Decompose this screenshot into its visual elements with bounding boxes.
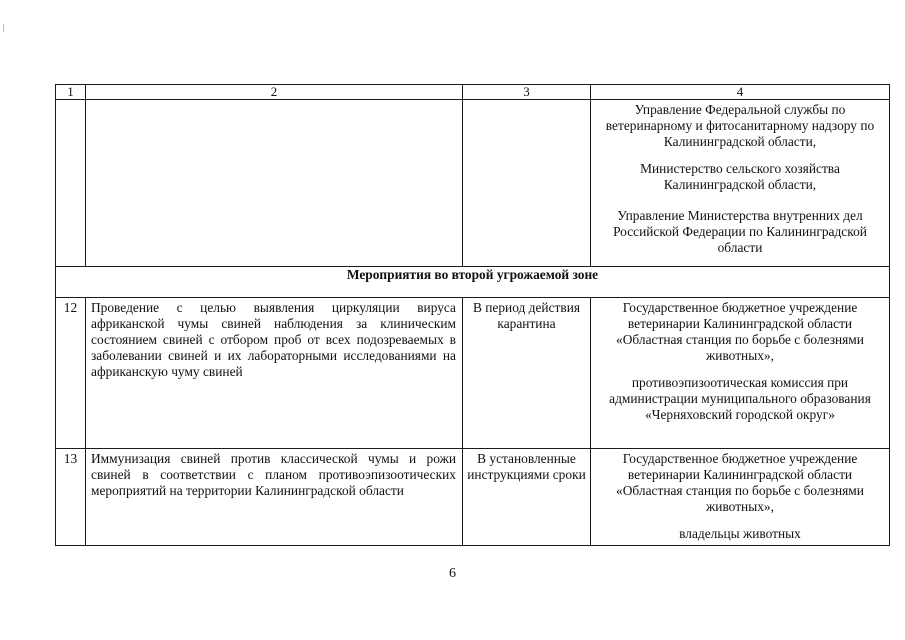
section-header-row <box>56 267 890 298</box>
responsible-entity: владельцы животных <box>679 526 801 541</box>
header-col-4: 4 <box>591 85 890 100</box>
header-col-3: 3 <box>463 85 591 100</box>
table-row <box>56 298 890 449</box>
row-number: 12 <box>56 298 86 449</box>
row-description: Иммунизация свиней против классической чумы и рожи свиней в соответствии с планом противоэпизоотических мероприятий на территории Калининградской области <box>86 449 463 546</box>
table-row-continuation <box>56 100 890 267</box>
section-title: Мероприятия во второй угрожаемой зоне <box>56 267 890 298</box>
row-responsible <box>591 298 890 449</box>
row-period: В установленные инструкциями сроки <box>463 449 591 546</box>
measures-table <box>55 84 890 546</box>
row-number: 13 <box>56 449 86 546</box>
row-description <box>86 100 463 267</box>
margin-mark <box>3 24 4 32</box>
responsible-entity: Управление Федеральной службы по ветеринарному и фитосанитарному надзору по Калининградской области, <box>605 102 875 149</box>
responsible-entity: Государственное бюджетное учреждение ветеринарии Калининградской области «Областная станция по борьбе с болезнями животных», <box>616 300 864 363</box>
responsible-entity: Управление Министерства внутренних дел Российской Федерации по Калининградской области <box>613 208 867 255</box>
responsible-entity: Государственное бюджетное учреждение ветеринарии Калининградской области «Областная станция по борьбе с болезнями животных», <box>616 451 864 514</box>
responsible-entity: Министерство сельского хозяйства Калининградской области, <box>640 161 840 192</box>
row-responsible <box>591 449 890 546</box>
responsible-entity: противоэпизоотическая комиссия при администрации муниципального образования «Черняховский городской округ» <box>609 375 871 422</box>
row-number <box>56 100 86 267</box>
table-row <box>56 449 890 546</box>
header-col-1: 1 <box>56 85 86 100</box>
table-header-row <box>56 85 890 100</box>
row-description: Проведение с целью выявления циркуляции вируса африканской чумы свиней наблюдения за клиническим состоянием свиней с отбором проб от всех подозреваемых в заболевании свиней и их лабораторными исследованиями на африканскую чуму свиней <box>86 298 463 449</box>
header-col-2: 2 <box>86 85 463 100</box>
page-number: 6 <box>449 566 456 581</box>
row-responsible <box>591 100 890 267</box>
row-period <box>463 100 591 267</box>
row-period: В период действия карантина <box>463 298 591 449</box>
